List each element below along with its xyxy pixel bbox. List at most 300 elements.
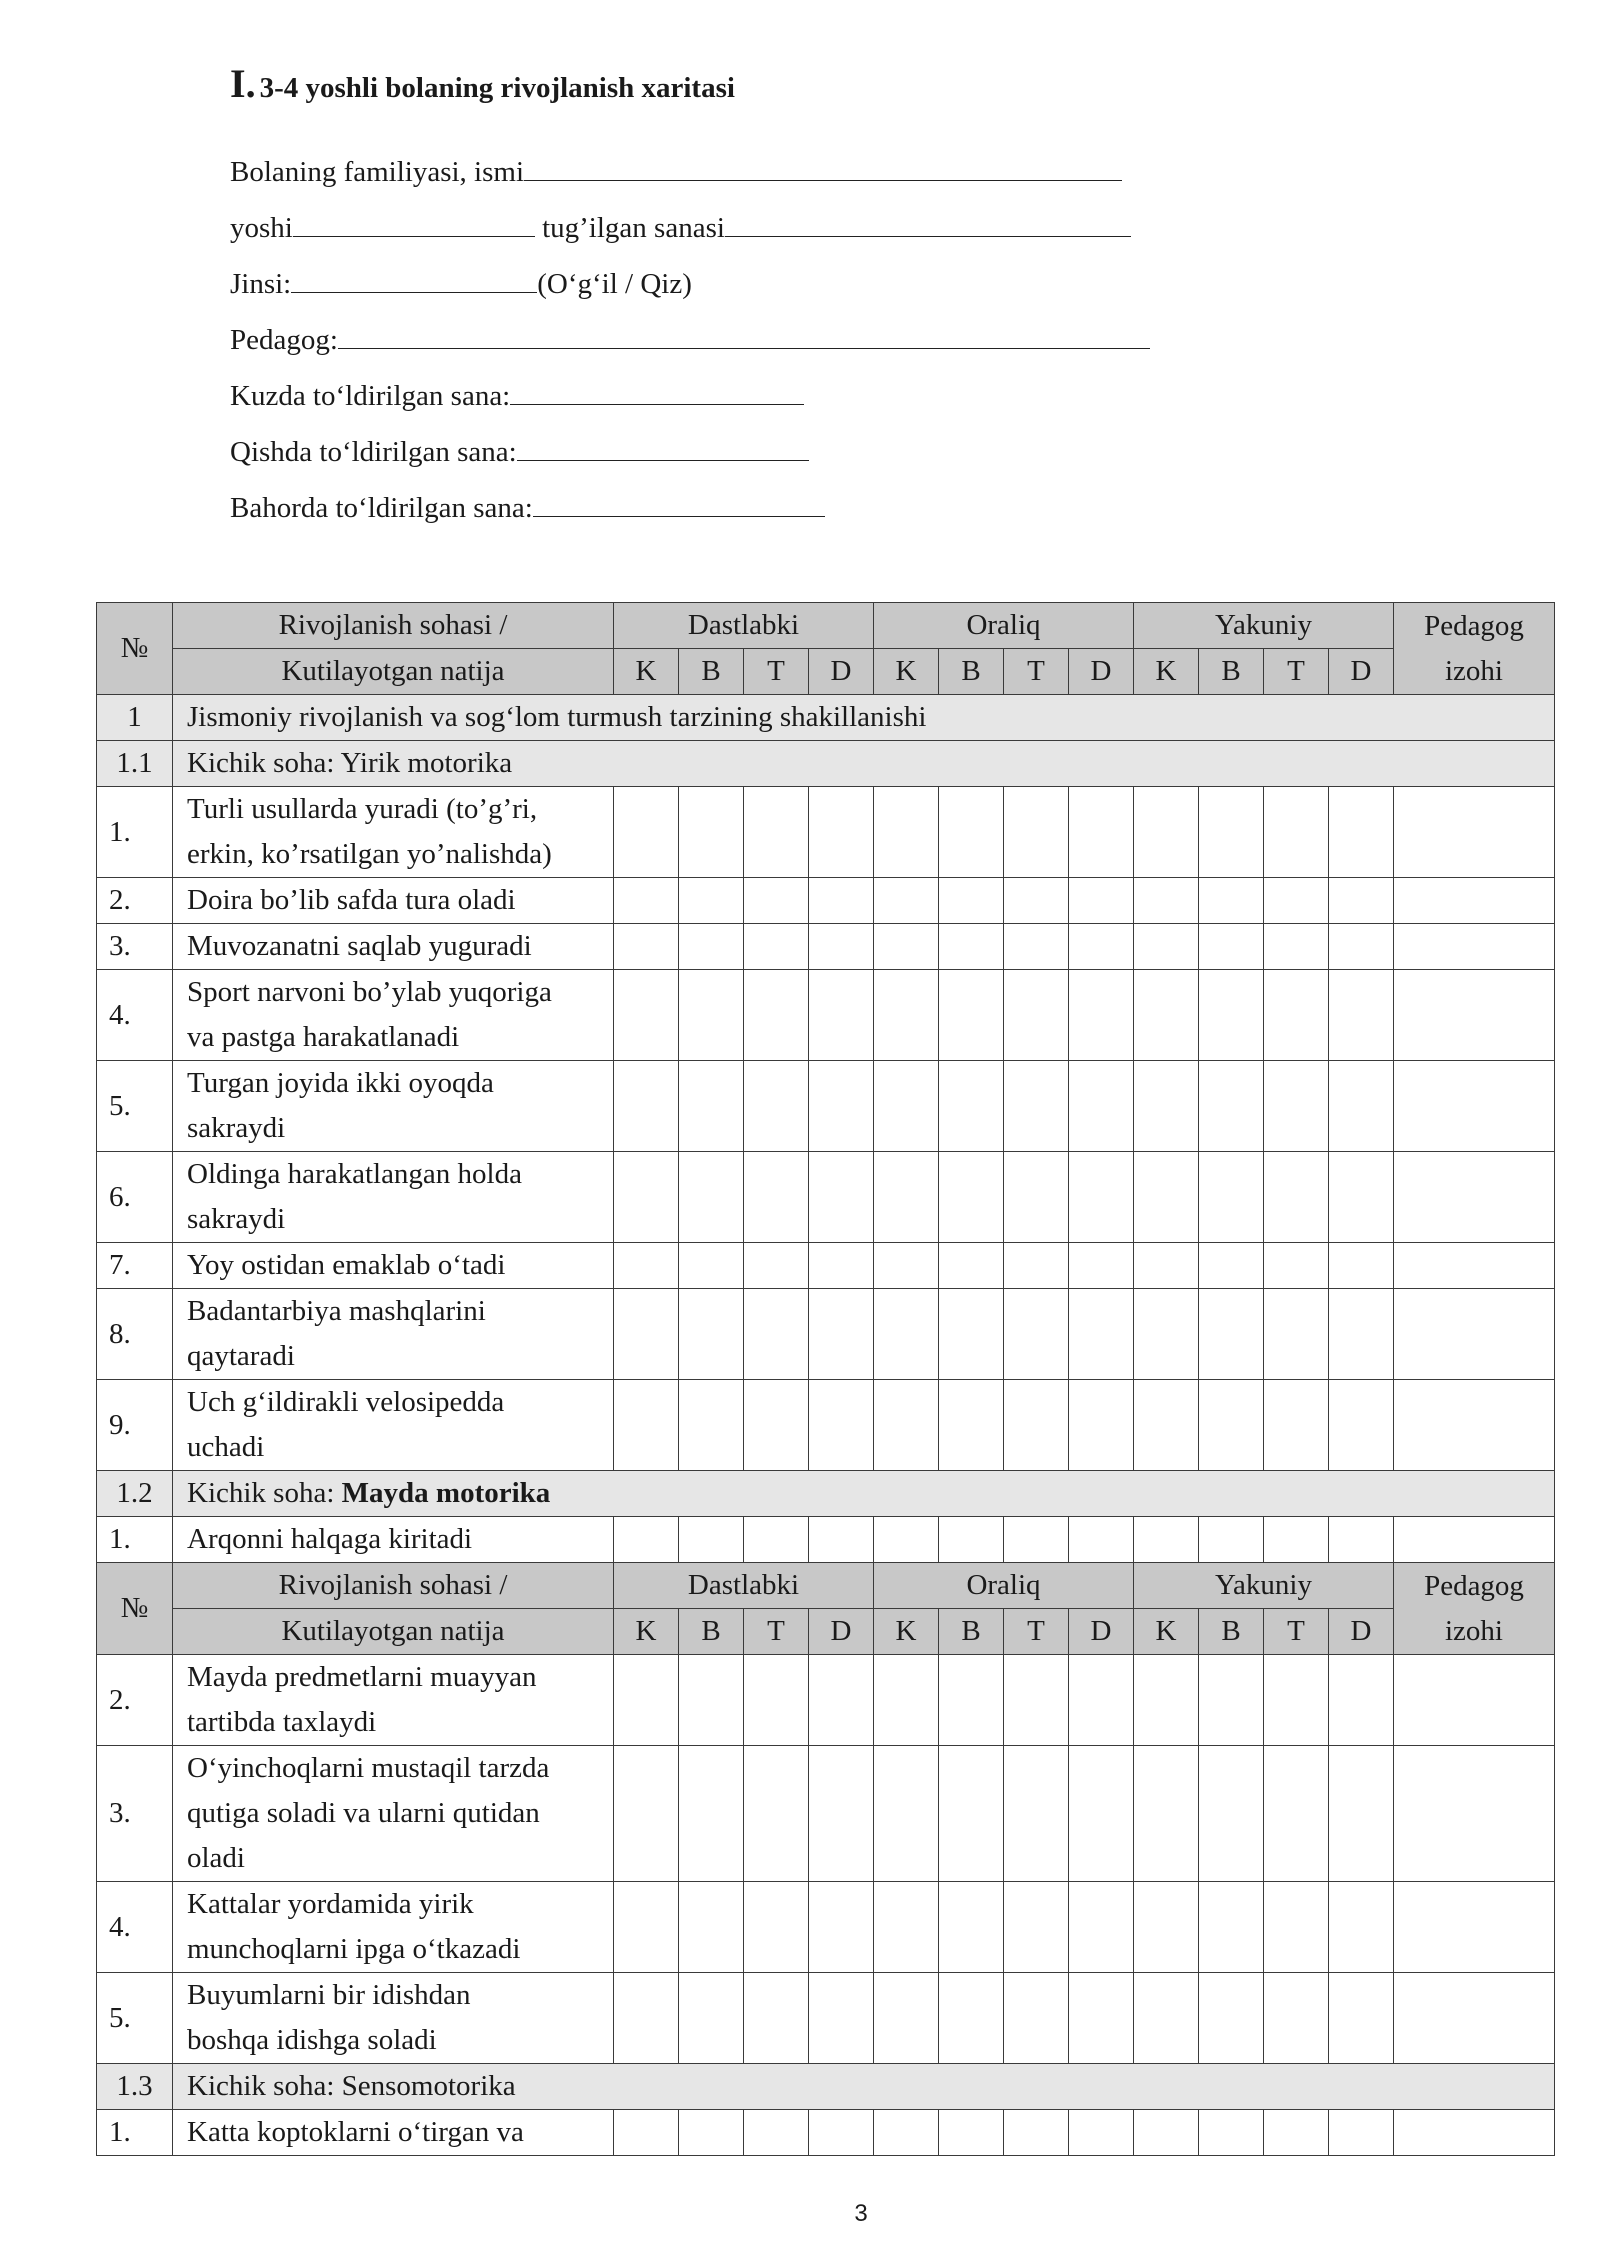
assessment-cell[interactable]: [614, 1152, 679, 1243]
page-title: [230, 60, 735, 107]
assessment-cell[interactable]: [1264, 1973, 1329, 2064]
item-description: [173, 1061, 614, 1152]
item-number: 1.: [97, 2110, 173, 2156]
assessment-cell[interactable]: [1329, 924, 1394, 970]
assessment-cell[interactable]: [1069, 2110, 1134, 2156]
item-description: [173, 787, 614, 878]
assessment-cell[interactable]: [1069, 1973, 1134, 2064]
assessment-cell[interactable]: [1199, 924, 1264, 970]
assessment-cell[interactable]: [874, 1882, 939, 1973]
item-description-line: Uch g‘ildirakli velosipedda: [187, 1386, 505, 1418]
header-mark-t: T: [1264, 649, 1329, 695]
table-header-row: [97, 603, 1555, 649]
assessment-cell[interactable]: [744, 1061, 809, 1152]
assessment-cell[interactable]: [939, 1061, 1004, 1152]
item-number: 4.: [97, 1882, 173, 1973]
assessment-cell[interactable]: [614, 970, 679, 1061]
assessment-cell[interactable]: [1004, 1882, 1069, 1973]
teacher-note-cell[interactable]: [1394, 1380, 1555, 1471]
assessment-cell[interactable]: [679, 1655, 744, 1746]
header-mark-k: K: [874, 1609, 939, 1655]
assessment-cell[interactable]: [1134, 970, 1199, 1061]
assessment-cell[interactable]: [1004, 924, 1069, 970]
assessment-cell[interactable]: [679, 1061, 744, 1152]
assessment-cell[interactable]: [874, 1289, 939, 1380]
item-description: [173, 1243, 614, 1289]
assessment-cell[interactable]: [1264, 924, 1329, 970]
assessment-cell[interactable]: [809, 1243, 874, 1289]
teacher-note-cell[interactable]: [1394, 1289, 1555, 1380]
section-title: [173, 1471, 1555, 1517]
item-description: [173, 1517, 614, 1563]
assessment-cell[interactable]: [744, 1655, 809, 1746]
assessment-cell[interactable]: [1199, 970, 1264, 1061]
name-label: Bolaning familiyasi, ismi: [230, 156, 525, 188]
gender-field[interactable]: [291, 262, 537, 293]
header-num: №: [120, 1592, 149, 1624]
item-description-line: Katta koptoklarni o‘tirgan va: [187, 2116, 524, 2148]
section-title: Kichik soha: Yirik motorika: [173, 741, 1555, 787]
assessment-cell[interactable]: [1329, 787, 1394, 878]
header-mark-t: T: [744, 1609, 809, 1655]
item-description-line: Arqonni halqaga kiritadi: [187, 1523, 473, 1555]
assessment-cell[interactable]: [939, 1746, 1004, 1882]
assessment-cell[interactable]: [809, 1289, 874, 1380]
assessment-cell[interactable]: [1004, 1243, 1069, 1289]
assessment-cell[interactable]: [1004, 1289, 1069, 1380]
assessment-cell[interactable]: [939, 1882, 1004, 1973]
teacher-note-cell[interactable]: [1394, 1655, 1555, 1746]
assessment-cell[interactable]: [1199, 878, 1264, 924]
assessment-cell[interactable]: [614, 1061, 679, 1152]
assessment-cell[interactable]: [874, 1243, 939, 1289]
header-mark-k: K: [874, 649, 939, 695]
header-mark-k: K: [1134, 649, 1199, 695]
assessment-cell[interactable]: [1329, 1061, 1394, 1152]
assessment-cell[interactable]: [1069, 1289, 1134, 1380]
assessment-cell[interactable]: [939, 1243, 1004, 1289]
assessment-cell[interactable]: [1004, 1061, 1069, 1152]
header-mark-d: D: [1329, 1609, 1394, 1655]
header-num-cell: [97, 1563, 173, 1655]
assessment-cell[interactable]: [874, 924, 939, 970]
assessment-cell[interactable]: [614, 1655, 679, 1746]
assessment-cell[interactable]: [1134, 1152, 1199, 1243]
header-mark-b: B: [939, 649, 1004, 695]
assessment-cell[interactable]: [744, 2110, 809, 2156]
assessment-cell[interactable]: [679, 1746, 744, 1882]
assessment-cell[interactable]: [1134, 1061, 1199, 1152]
assessment-cell[interactable]: [1264, 787, 1329, 878]
assessment-cell[interactable]: [1199, 1243, 1264, 1289]
assessment-cell[interactable]: [1329, 1152, 1394, 1243]
assessment-cell[interactable]: [1069, 878, 1134, 924]
item-description: [173, 2110, 614, 2156]
spring-date-line: [230, 486, 1150, 542]
assessment-cell[interactable]: [1069, 1152, 1134, 1243]
item-description: [173, 924, 614, 970]
assessment-cell[interactable]: [939, 1380, 1004, 1471]
header-stage-final: Yakuniy: [1134, 1563, 1394, 1609]
assessment-cell[interactable]: [1329, 1882, 1394, 1973]
assessment-cell[interactable]: [874, 1380, 939, 1471]
assessment-cell[interactable]: [1199, 1973, 1264, 2064]
header-mark-t: T: [744, 649, 809, 695]
item-number: 4.: [97, 970, 173, 1061]
autumn-date-label: Kuzda to‘ldirilgan sana:: [230, 380, 511, 412]
spring-date-field[interactable]: [533, 486, 825, 517]
assessment-cell[interactable]: [1134, 1655, 1199, 1746]
teacher-note-cell[interactable]: [1394, 1973, 1555, 2064]
item-description-line: oladi: [187, 1842, 245, 1874]
item-number: 2.: [97, 878, 173, 924]
assessment-cell[interactable]: [1329, 878, 1394, 924]
assessment-cell[interactable]: [874, 2110, 939, 2156]
item-description: [173, 1746, 614, 1882]
teacher-note-cell[interactable]: [1394, 1243, 1555, 1289]
assessment-cell[interactable]: [809, 1746, 874, 1882]
assessment-cell[interactable]: [1134, 1973, 1199, 2064]
assessment-cell[interactable]: [1329, 1289, 1394, 1380]
section-title: Kichik soha: Sensomotorika: [173, 2064, 1555, 2110]
autumn-date-field[interactable]: [510, 374, 804, 405]
assessment-cell[interactable]: [1199, 1380, 1264, 1471]
assessment-cell[interactable]: [614, 1289, 679, 1380]
assessment-cell[interactable]: [1004, 1152, 1069, 1243]
assessment-cell[interactable]: [874, 1655, 939, 1746]
assessment-cell[interactable]: [1264, 1380, 1329, 1471]
assessment-cell[interactable]: [744, 1973, 809, 2064]
assessment-cell[interactable]: [744, 1746, 809, 1882]
header-num: №: [120, 632, 149, 664]
assessment-cell[interactable]: [1004, 787, 1069, 878]
item-number: 8.: [97, 1289, 173, 1380]
header-note-line1: Pedagog: [1424, 609, 1524, 642]
assessment-cell[interactable]: [744, 1380, 809, 1471]
section-number: 1.2: [97, 1471, 173, 1517]
assessment-cell[interactable]: [809, 1152, 874, 1243]
assessment-cell[interactable]: [1004, 1517, 1069, 1563]
assessment-cell[interactable]: [679, 878, 744, 924]
assessment-cell[interactable]: [614, 787, 679, 878]
item-description: [173, 878, 614, 924]
table-row: [97, 1289, 1555, 1380]
assessment-cell[interactable]: [614, 1380, 679, 1471]
assessment-cell[interactable]: [679, 1517, 744, 1563]
birth-date-field[interactable]: [725, 206, 1131, 237]
header-mark-t: T: [1004, 649, 1069, 695]
spring-date-label: Bahorda to‘ldirilgan sana:: [230, 492, 533, 524]
winter-date-field[interactable]: [517, 430, 809, 461]
item-description: [173, 1152, 614, 1243]
teacher-note-cell[interactable]: [1394, 878, 1555, 924]
assessment-cell[interactable]: [1004, 970, 1069, 1061]
assessment-cell[interactable]: [874, 1973, 939, 2064]
assessment-cell[interactable]: [1069, 1380, 1134, 1471]
item-description-line: Badantarbiya mashqlarini: [187, 1295, 486, 1327]
item-description: [173, 1289, 614, 1380]
assessment-cell[interactable]: [744, 1243, 809, 1289]
table-row: [97, 924, 1555, 970]
table-row: [97, 1746, 1555, 1882]
item-description-line: va pastga harakatlanadi: [187, 1021, 460, 1053]
assessment-cell[interactable]: [1069, 1243, 1134, 1289]
item-description-line: sakraydi: [187, 1112, 286, 1144]
assessment-cell[interactable]: [874, 878, 939, 924]
assessment-cell[interactable]: [809, 970, 874, 1061]
name-field[interactable]: [524, 150, 1122, 181]
assessment-cell[interactable]: [614, 924, 679, 970]
assessment-cell[interactable]: [1329, 1243, 1394, 1289]
item-number: 1.: [97, 1517, 173, 1563]
assessment-cell[interactable]: [1134, 1380, 1199, 1471]
assessment-cell[interactable]: [939, 1655, 1004, 1746]
assessment-cell[interactable]: [1264, 2110, 1329, 2156]
header-stage-initial: Dastlabki: [614, 1563, 874, 1609]
assessment-cell[interactable]: [809, 878, 874, 924]
assessment-cell[interactable]: [939, 1517, 1004, 1563]
assessment-cell[interactable]: [874, 1517, 939, 1563]
title-text: 3-4 yoshli bolaning rivojlanish xaritasi: [259, 72, 735, 104]
assessment-cell[interactable]: [1264, 970, 1329, 1061]
assessment-cell[interactable]: [809, 2110, 874, 2156]
assessment-cell[interactable]: [1004, 1655, 1069, 1746]
assessment-cell[interactable]: [1264, 1655, 1329, 1746]
header-note-cell: [1394, 603, 1555, 695]
assessment-cell[interactable]: [614, 1746, 679, 1882]
item-description-line: Yoy ostidan emaklab o‘tadi: [187, 1249, 506, 1281]
assessment-cell[interactable]: [1329, 1746, 1394, 1882]
child-info-form: [230, 150, 1150, 542]
assessment-cell[interactable]: [809, 1380, 874, 1471]
assessment-cell[interactable]: [809, 1973, 874, 2064]
item-description-line: Doira bo’lib safda tura oladi: [187, 884, 516, 916]
gender-options: (O‘g‘il / Qiz): [537, 268, 692, 300]
assessment-cell[interactable]: [744, 924, 809, 970]
assessment-cell[interactable]: [1134, 787, 1199, 878]
winter-date-label: Qishda to‘ldirilgan sana:: [230, 436, 517, 468]
teacher-note-cell[interactable]: [1394, 1746, 1555, 1882]
age-label: yoshi: [230, 212, 293, 244]
assessment-cell[interactable]: [1069, 924, 1134, 970]
assessment-cell[interactable]: [809, 1655, 874, 1746]
assessment-cell[interactable]: [1329, 1655, 1394, 1746]
assessment-cell[interactable]: [679, 2110, 744, 2156]
teacher-note-cell[interactable]: [1394, 2110, 1555, 2156]
assessment-cell[interactable]: [679, 1289, 744, 1380]
assessment-cell[interactable]: [1329, 2110, 1394, 2156]
assessment-cell[interactable]: [809, 1061, 874, 1152]
item-description-line: munchoqlarni ipga o‘tkazadi: [187, 1933, 521, 1965]
assessment-cell[interactable]: [1004, 1973, 1069, 2064]
item-description: [173, 1973, 614, 2064]
assessment-cell[interactable]: [939, 1152, 1004, 1243]
assessment-cell[interactable]: [1199, 1655, 1264, 1746]
assessment-cell[interactable]: [874, 1152, 939, 1243]
section-number: 1: [97, 695, 173, 741]
item-description-line: Buyumlarni bir idishdan: [187, 1979, 471, 2011]
assessment-cell[interactable]: [614, 2110, 679, 2156]
assessment-cell[interactable]: [1004, 1380, 1069, 1471]
assessment-cell[interactable]: [939, 1289, 1004, 1380]
winter-date-line: [230, 430, 1150, 486]
assessment-cell[interactable]: [1199, 1152, 1264, 1243]
assessment-cell[interactable]: [1069, 970, 1134, 1061]
assessment-cell[interactable]: [744, 787, 809, 878]
assessment-cell[interactable]: [1264, 1289, 1329, 1380]
assessment-cell[interactable]: [679, 1973, 744, 2064]
header-mark-b: B: [679, 1609, 744, 1655]
assessment-cell[interactable]: [744, 1517, 809, 1563]
section-row: [97, 695, 1555, 741]
table-row: [97, 1061, 1555, 1152]
assessment-cell[interactable]: [744, 970, 809, 1061]
assessment-cell[interactable]: [614, 1882, 679, 1973]
assessment-cell[interactable]: [1329, 1380, 1394, 1471]
assessment-cell[interactable]: [679, 1882, 744, 1973]
assessment-cell[interactable]: [744, 1289, 809, 1380]
assessment-cell[interactable]: [679, 787, 744, 878]
assessment-cell[interactable]: [1264, 1517, 1329, 1563]
assessment-cell[interactable]: [939, 970, 1004, 1061]
teacher-note-cell[interactable]: [1394, 1061, 1555, 1152]
item-description-line: tartibda taxlaydi: [187, 1706, 377, 1738]
assessment-cell[interactable]: [1199, 787, 1264, 878]
table-row: [97, 787, 1555, 878]
item-description-line: Oldinga harakatlangan holda: [187, 1158, 522, 1190]
assessment-cell[interactable]: [809, 1517, 874, 1563]
assessment-cell[interactable]: [809, 787, 874, 878]
assessment-cell[interactable]: [874, 1746, 939, 1882]
assessment-cell[interactable]: [679, 1152, 744, 1243]
item-description-line: Sport narvoni bo’ylab yuqoriga: [187, 976, 552, 1008]
assessment-cell[interactable]: [1199, 1517, 1264, 1563]
assessment-cell[interactable]: [1134, 1243, 1199, 1289]
header-stage-intermediate: Oraliq: [874, 1563, 1134, 1609]
table-row: [97, 1517, 1555, 1563]
table-header-subrow: [97, 649, 1555, 695]
table-row: [97, 1973, 1555, 2064]
item-description-line: Mayda predmetlarni muayyan: [187, 1661, 537, 1693]
assessment-cell[interactable]: [1134, 878, 1199, 924]
assessment-cell[interactable]: [679, 1380, 744, 1471]
teacher-note-cell[interactable]: [1394, 787, 1555, 878]
assessment-cell[interactable]: [1069, 1882, 1134, 1973]
assessment-cell[interactable]: [939, 1973, 1004, 2064]
age-field[interactable]: [293, 206, 535, 237]
assessment-cell[interactable]: [1004, 878, 1069, 924]
assessment-cell[interactable]: [939, 878, 1004, 924]
assessment-cell[interactable]: [1134, 2110, 1199, 2156]
assessment-cell[interactable]: [614, 878, 679, 924]
assessment-cell[interactable]: [1004, 2110, 1069, 2156]
table-row: [97, 1882, 1555, 1973]
assessment-cell[interactable]: [809, 1882, 874, 1973]
assessment-cell[interactable]: [1199, 1746, 1264, 1882]
assessment-cell[interactable]: [1264, 1746, 1329, 1882]
item-description: [173, 1380, 614, 1471]
teacher-field[interactable]: [338, 318, 1150, 349]
assessment-cell[interactable]: [1134, 924, 1199, 970]
assessment-cell[interactable]: [679, 1243, 744, 1289]
assessment-cell[interactable]: [939, 924, 1004, 970]
assessment-cell[interactable]: [1069, 1655, 1134, 1746]
assessment-cell[interactable]: [1264, 878, 1329, 924]
assessment-cell[interactable]: [1134, 1289, 1199, 1380]
assessment-cell[interactable]: [1264, 1152, 1329, 1243]
assessment-cell[interactable]: [1069, 1061, 1134, 1152]
table-row: [97, 1243, 1555, 1289]
assessment-cell[interactable]: [679, 924, 744, 970]
assessment-cell[interactable]: [679, 970, 744, 1061]
item-number: 9.: [97, 1380, 173, 1471]
assessment-cell[interactable]: [744, 1882, 809, 1973]
assessment-cell[interactable]: [874, 1061, 939, 1152]
assessment-cell[interactable]: [1264, 1882, 1329, 1973]
teacher-note-cell[interactable]: [1394, 1517, 1555, 1563]
assessment-cell[interactable]: [1134, 1746, 1199, 1882]
header-mark-t: T: [1264, 1609, 1329, 1655]
section-row: [97, 741, 1555, 787]
header-mark-k: K: [614, 649, 679, 695]
header-mark-d: D: [1069, 1609, 1134, 1655]
assessment-cell[interactable]: [1069, 1746, 1134, 1882]
assessment-cell[interactable]: [1199, 2110, 1264, 2156]
header-mark-d: D: [1329, 649, 1394, 695]
assessment-cell[interactable]: [1134, 1882, 1199, 1973]
assessment-cell[interactable]: [1199, 1882, 1264, 1973]
assessment-cell[interactable]: [614, 1973, 679, 2064]
table-row: [97, 970, 1555, 1061]
assessment-cell[interactable]: [1134, 1517, 1199, 1563]
assessment-cell[interactable]: [1199, 1061, 1264, 1152]
item-number: 5.: [97, 1973, 173, 2064]
assessment-cell[interactable]: [874, 787, 939, 878]
assessment-cell[interactable]: [744, 878, 809, 924]
item-description-line: sakraydi: [187, 1203, 286, 1235]
header-note-cell: [1394, 1563, 1555, 1655]
item-description: [173, 1655, 614, 1746]
assessment-cell[interactable]: [1329, 1973, 1394, 2064]
assessment-cell[interactable]: [874, 970, 939, 1061]
assessment-cell[interactable]: [939, 2110, 1004, 2156]
teacher-note-cell[interactable]: [1394, 1882, 1555, 1973]
assessment-cell[interactable]: [1199, 1289, 1264, 1380]
teacher-note-cell[interactable]: [1394, 924, 1555, 970]
section-number: 1.3: [97, 2064, 173, 2110]
assessment-cell[interactable]: [744, 1152, 809, 1243]
assessment-cell[interactable]: [1329, 970, 1394, 1061]
assessment-cell[interactable]: [1264, 1243, 1329, 1289]
table-row: [97, 2110, 1555, 2156]
assessment-cell[interactable]: [1329, 1517, 1394, 1563]
name-line: [230, 150, 1150, 206]
teacher-note-cell[interactable]: [1394, 970, 1555, 1061]
assessment-cell[interactable]: [1069, 787, 1134, 878]
assessment-cell[interactable]: [614, 1517, 679, 1563]
header-mark-k: K: [614, 1609, 679, 1655]
assessment-cell[interactable]: [1264, 1061, 1329, 1152]
assessment-cell[interactable]: [1069, 1517, 1134, 1563]
header-area-cell: [173, 1563, 614, 1609]
teacher-note-cell[interactable]: [1394, 1152, 1555, 1243]
assessment-cell[interactable]: [1004, 1746, 1069, 1882]
assessment-cell[interactable]: [809, 924, 874, 970]
assessment-cell[interactable]: [614, 1243, 679, 1289]
item-description-line: qutiga soladi va ularni qutidan: [187, 1797, 540, 1829]
header-area-line2: Kutilayotgan natija: [173, 1609, 614, 1655]
assessment-cell[interactable]: [939, 787, 1004, 878]
